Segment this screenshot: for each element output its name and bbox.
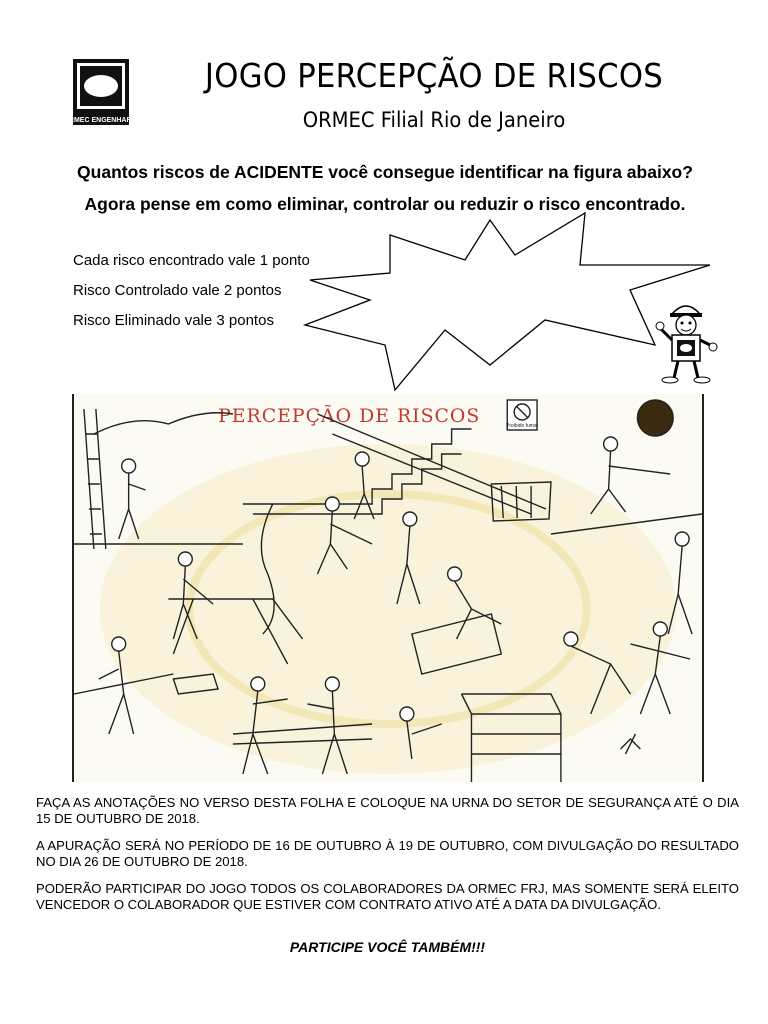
page-title: JOGO PERCEPÇÃO DE RISCOS — [204, 56, 664, 95]
no-smoking-sign: Proibido fumar — [506, 422, 539, 430]
question-eliminate: Agora pense em como eliminar, controlar ou reduzir o risco encontrado. — [84, 194, 686, 214]
question-identify: Quantos riscos de ACIDENTE você consegue identificar na figura abaixo? — [77, 162, 693, 182]
mascot-worker — [652, 298, 720, 384]
call-to-action: PARTICIPE VOCÊ TAMBÉM!!! — [289, 939, 486, 955]
logo-text: ORMEC ENGENHARIA — [63, 117, 139, 124]
risk-perception-illustration — [72, 394, 704, 782]
scoring-list — [73, 251, 310, 341]
illustration-banner: PERCEPÇÃO DE RISCOS — [218, 404, 481, 428]
scoring-item-found: Cada risco encontrado vale 1 ponto — [73, 252, 310, 269]
instruction-counting: A APURAÇÃO SERÁ NO PERÍODO DE 16 DE OUTUBRO À 19 DE OUTUBRO, COM DIVULGAÇÃO DO RESULTADO NO DIA 26 DE OUTUBRO DE 2018. — [36, 838, 739, 869]
ormec-logo — [63, 59, 139, 125]
scoring-item-controlled: Risco Controlado vale 2 pontos — [73, 282, 282, 299]
instruction-deadline: FAÇA AS ANOTAÇÕES NO VERSO DESTA FOLHA E COLOQUE NA URNA DO SETOR DE SEGURANÇA ATÉ O DIA 15 DE OUTUBRO DE 2018. — [36, 795, 739, 826]
page-subtitle: ORMEC Filial Rio de Janeiro — [302, 108, 566, 132]
instruction-eligibility: PODERÃO PARTICIPAR DO JOGO TODOS OS COLABORADORES DA ORMEC FRJ, MAS SOMENTE SERÁ ELEITO VENCEDOR O COLABORADOR QUE ESTIVER COM CONTRATO ATIVO ATÉ A DATA DA DIVULGAÇÃO. — [36, 881, 739, 912]
scoring-item-eliminated: Risco Eliminado vale 3 pontos — [73, 312, 274, 329]
